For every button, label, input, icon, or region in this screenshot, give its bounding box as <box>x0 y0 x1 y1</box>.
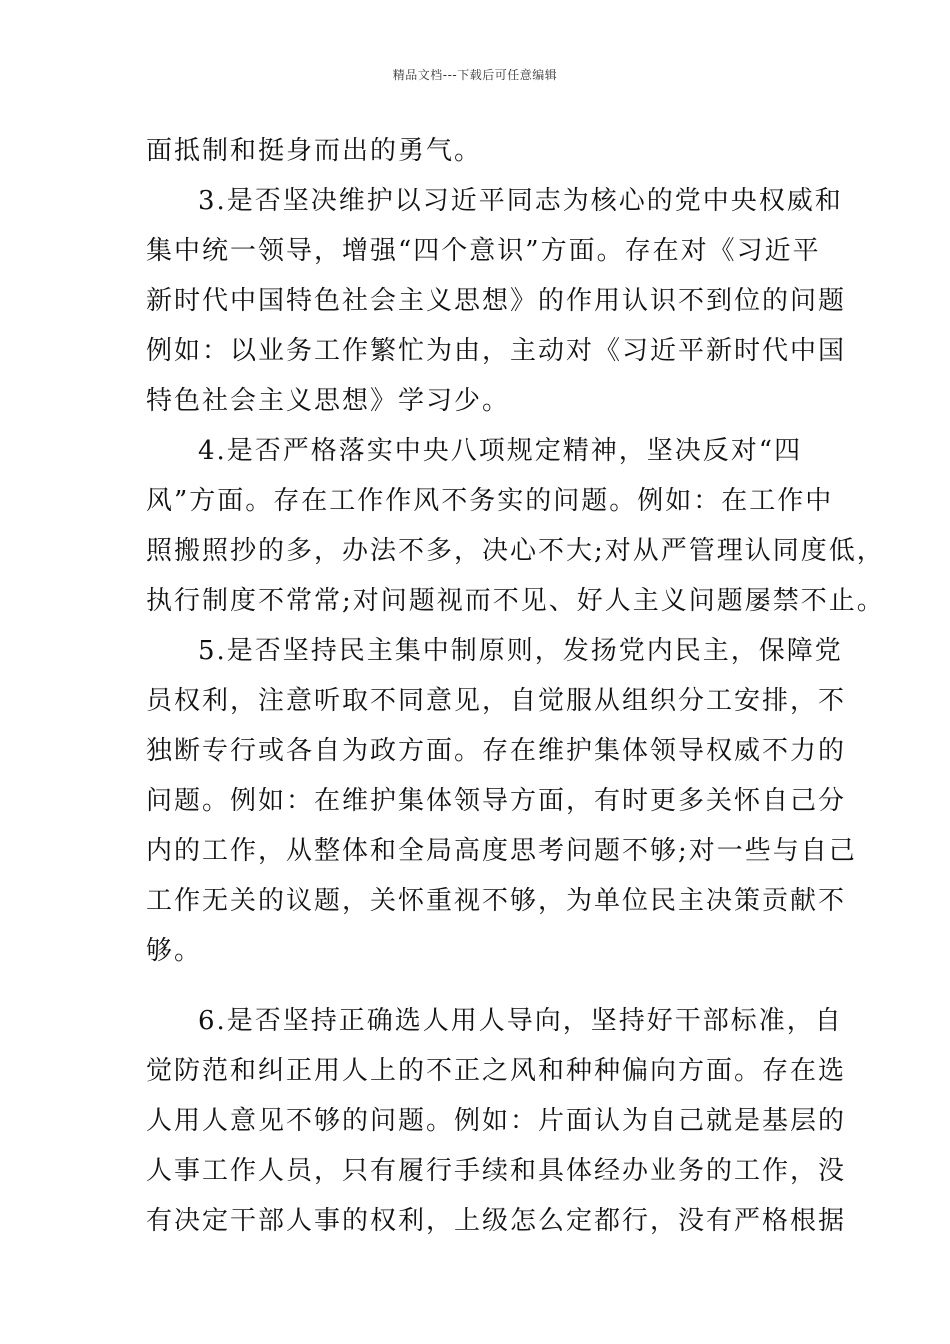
text-line: 风”方面。存在工作作风不务实的问题。例如：在工作中 <box>146 486 834 516</box>
paragraph <box>146 176 847 426</box>
text-line: 问题。例如：在维护集体领导方面，有时更多关怀自己分 <box>146 786 847 816</box>
text-line: 新时代中国特色社会主义思想》的作用认识不到位的问题 <box>146 286 847 316</box>
paragraph <box>146 626 857 976</box>
text-line: 工作无关的议题，关怀重视不够，为单位民主决策贡献不 <box>146 886 847 916</box>
text-line: 3.是否坚决维护以习近平同志为核心的党中央权威和 <box>198 186 843 216</box>
document-body <box>146 126 885 1246</box>
text-line: 觉防范和纠正用人上的不正之风和种种偏向方面。存在选 <box>146 1056 847 1086</box>
text-line: 特色社会主义思想》学习少。 <box>146 386 511 416</box>
page-header: 精品文档---下载后可任意编辑 <box>392 68 558 82</box>
text-line: 例如：以业务工作繁忙为由，主动对《习近平新时代中国 <box>146 336 847 366</box>
text-line: 内的工作，从整体和全局高度思考问题不够;对一些与自己 <box>146 836 857 866</box>
paragraph <box>146 996 847 1246</box>
text-line: 人事工作人员，只有履行手续和具体经办业务的工作，没 <box>146 1156 847 1186</box>
paragraph <box>146 126 806 176</box>
text-line: 独断专行或各自为政方面。存在维护集体领导权威不力的 <box>146 736 847 766</box>
paragraph <box>146 426 885 626</box>
text-line: 面抵制和挺身而出的勇气。 <box>146 136 483 166</box>
text-line: 执行制度不常常;对问题视而不见、好人主义问题屡禁不止。 <box>146 586 885 616</box>
text-line: 集中统一领导，增强“四个意识”方面。存在对《习近平 <box>146 236 821 266</box>
text-line: 人用人意见不够的问题。例如：片面认为自己就是基层的 <box>146 1106 847 1136</box>
paragraph-gap <box>146 976 806 996</box>
text-line: 4.是否严格落实中央八项规定精神，坚决反对“四 <box>198 436 803 466</box>
text-line: 有决定干部人事的权利，上级怎么定都行，没有严格根据 <box>146 1206 847 1236</box>
text-line: 员权利，注意听取不同意见，自觉服从组织分工安排，不 <box>146 686 847 716</box>
text-line: 照搬照抄的多，办法不多，决心不大;对从严管理认同度低， <box>146 536 885 566</box>
text-line: 5.是否坚持民主集中制原则，发扬党内民主，保障党 <box>198 636 843 666</box>
text-line: 够。 <box>146 936 203 966</box>
text-line: 6.是否坚持正确选人用人导向，坚持好干部标准，自 <box>198 1006 843 1036</box>
